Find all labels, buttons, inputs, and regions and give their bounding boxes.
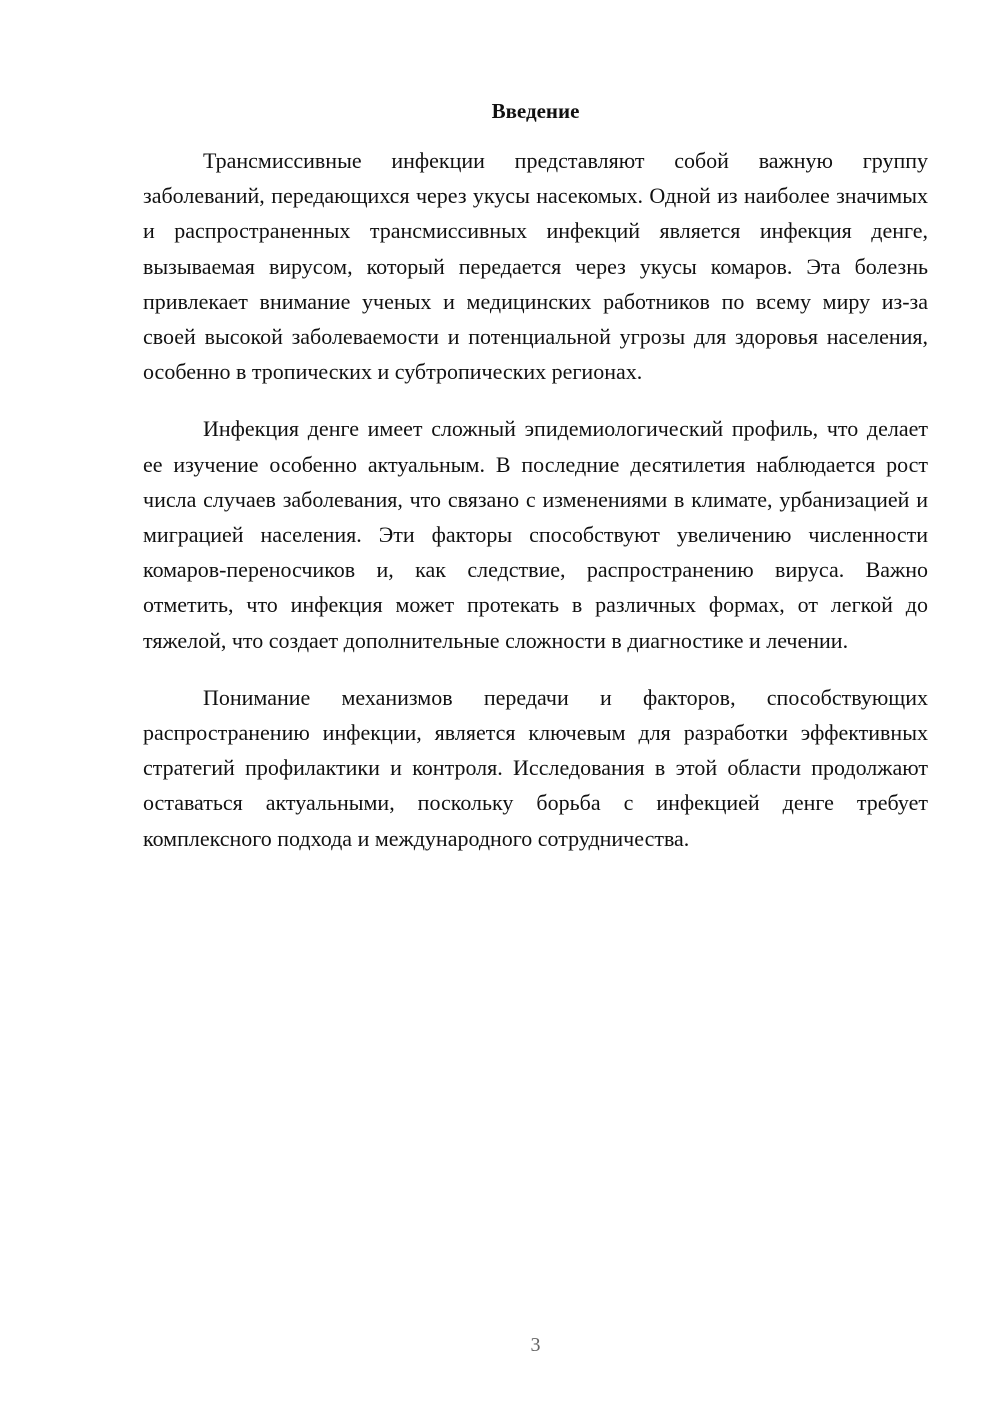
section-heading: Введение bbox=[491, 99, 580, 123]
body-text bbox=[143, 143, 928, 878]
paragraph: Трансмиссивные инфекции представляют собой важную группу заболеваний, передающихся через укусы насекомых. Одной из наиболее значимых и распространенных трансмиссивных инфекций является инфекция денге, вызываемая вирусом, который передается через укусы комаров. Эта болезнь привлекает внимание ученых и медицинских работников по всему миру из-за своей высокой заболеваемости и потенциальной угрозы для здоровья населения, особенно в тропических и субтропических регионах. bbox=[143, 148, 928, 385]
paragraph: Понимание механизмов передачи и факторов, способствующих распространению инфекции, является ключевым для разработки эффективных стратегий профилактики и контроля. Исследования в этой области продолжают оставаться актуальными, поскольку борьба с инфекцией денге требует комплексного подхода и международного сотрудничества. bbox=[143, 684, 928, 851]
page-number: 3 bbox=[530, 1334, 541, 1356]
paragraph: Инфекция денге имеет сложный эпидемиологический профиль, что делает ее изучение особенно актуальным. В последние десятилетия наблюдается рост числа случаев заболевания, что связано с изменениями в климате, урбанизацией и миграцией населения. Эти факторы способствуют увеличению численности комаров-переносчиков и, как следствие, распространению вируса. Важно отметить, что инфекция может протекать в различных формах, от легкой до тяжелой, что создает дополнительные сложности в диагностике и лечении. bbox=[143, 416, 928, 653]
